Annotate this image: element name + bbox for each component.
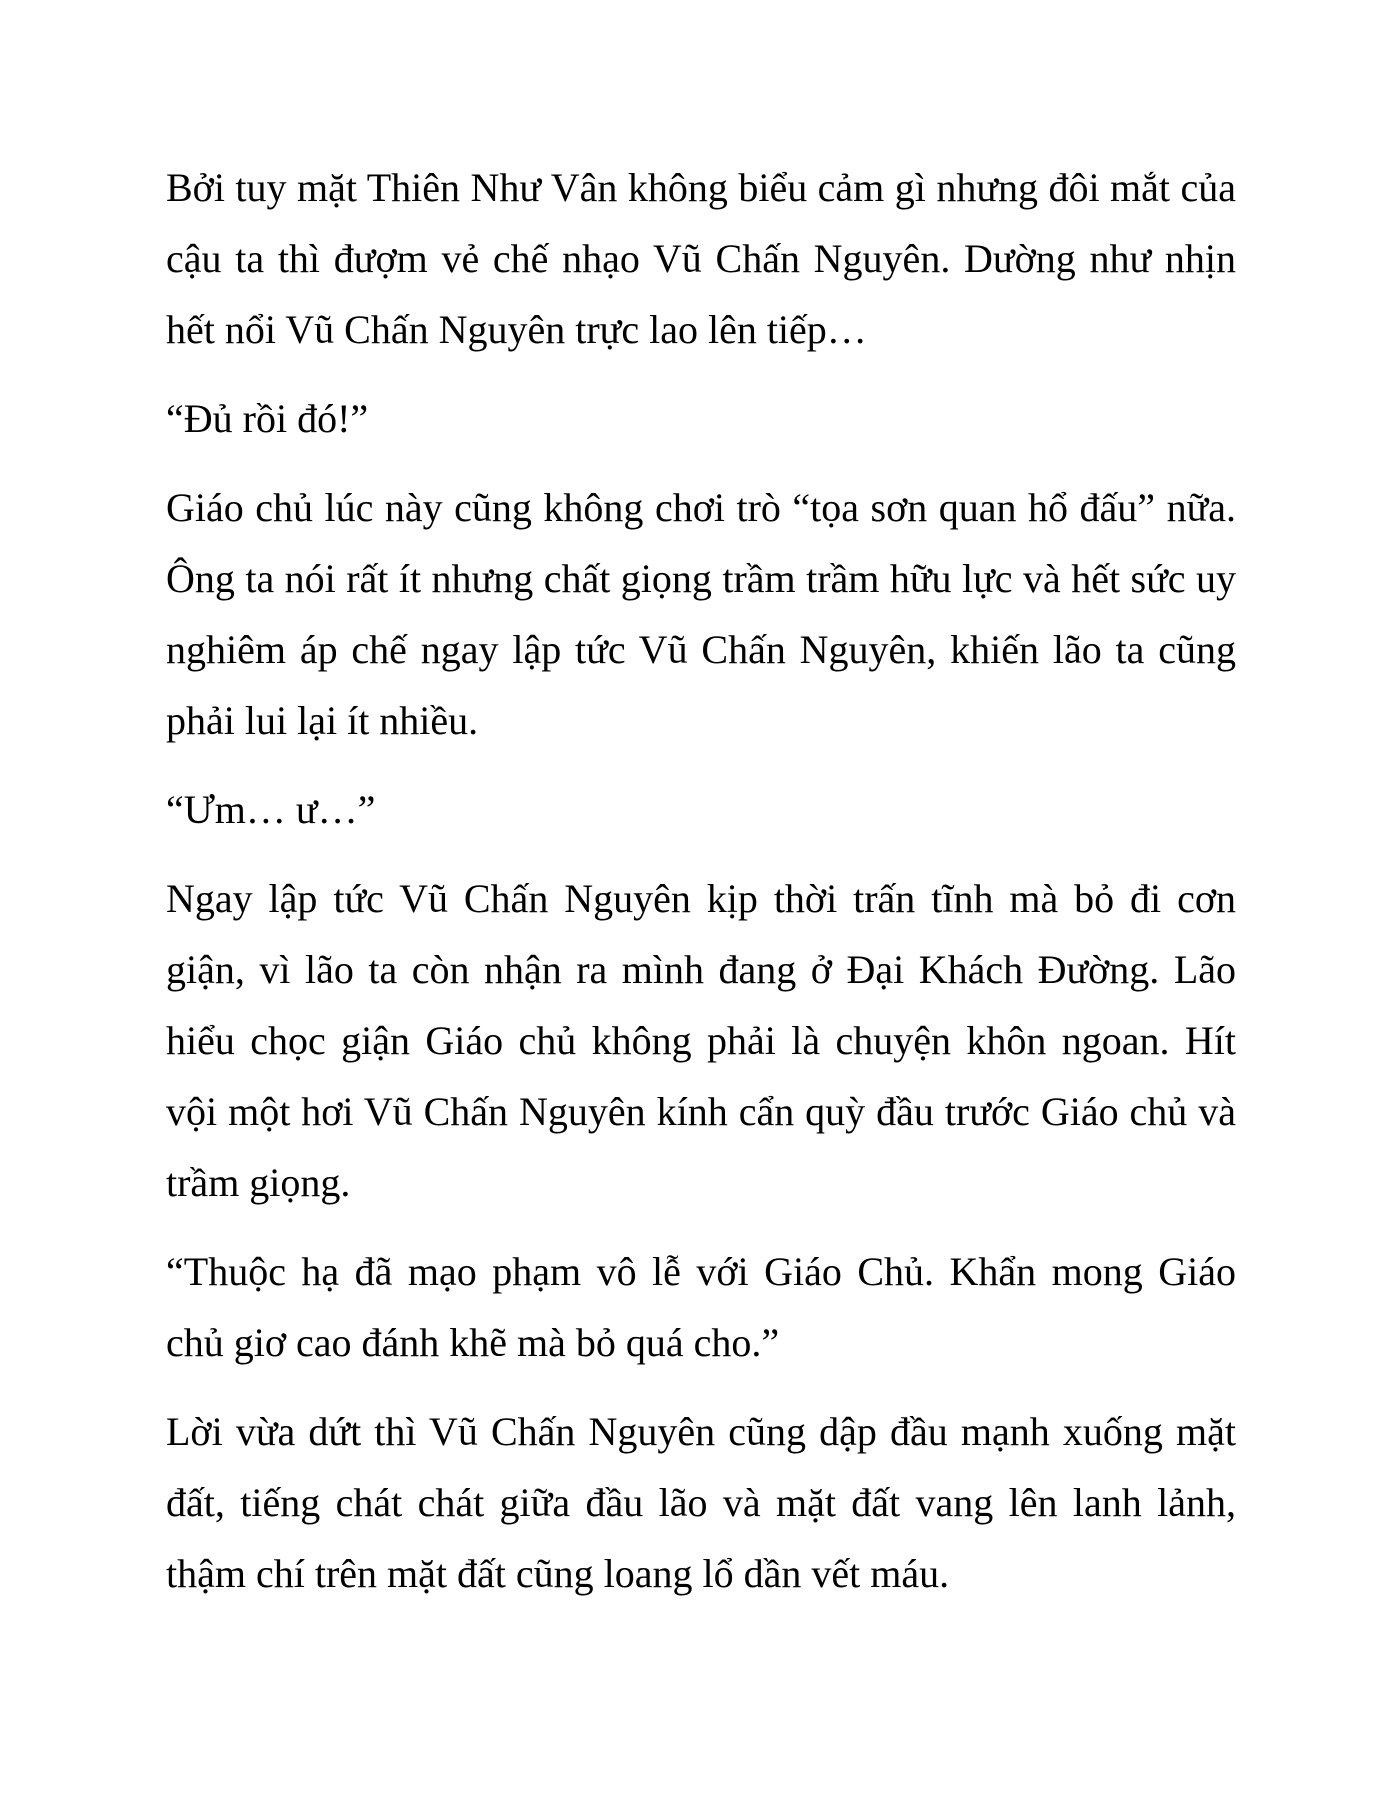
document-page [166, 152, 1236, 1627]
paragraph: Bởi tuy mặt Thiên Như Vân không biểu cảm gì nhưng đôi mắt của cậu ta thì đượm vẻ chế nhạo Vũ Chấn Nguyên. Dường như nhịn hết nổi Vũ Chấn Nguyên trực lao lên tiếp… [166, 165, 1236, 352]
dialogue-line: “Đủ rồi đó!” [166, 396, 369, 441]
dialogue-line: “Thuộc hạ đã mạo phạm vô lễ với Giáo Chủ. Khẩn mong Giáo chủ giơ cao đánh khẽ mà bỏ quá cho.” [166, 1249, 1236, 1365]
dialogue-line: “Ưm… ư…” [166, 787, 376, 832]
paragraph: Ngay lập tức Vũ Chấn Nguyên kịp thời trấn tĩnh mà bỏ đi cơn giận, vì lão ta còn nhận ra mình đang ở Đại Khách Đường. Lão hiểu chọc giận Giáo chủ không phải là chuyện khôn ngoan. Hít vội một hơi Vũ Chấn Nguyên kính cẩn quỳ đầu trước Giáo chủ và trầm giọng. [166, 876, 1236, 1205]
paragraph: Giáo chủ lúc này cũng không chơi trò “tọa sơn quan hổ đấu” nữa. Ông ta nói rất ít nhưng chất giọng trầm trầm hữu lực và hết sức uy nghiêm áp chế ngay lập tức Vũ Chấn Nguyên, khiến lão ta cũng phải lui lại ít nhiều. [166, 485, 1236, 743]
paragraph: Lời vừa dứt thì Vũ Chấn Nguyên cũng dập đầu mạnh xuống mặt đất, tiếng chát chát giữa đầu lão và mặt đất vang lên lanh lảnh, thậm chí trên mặt đất cũng loang lổ dần vết máu. [166, 1409, 1236, 1596]
